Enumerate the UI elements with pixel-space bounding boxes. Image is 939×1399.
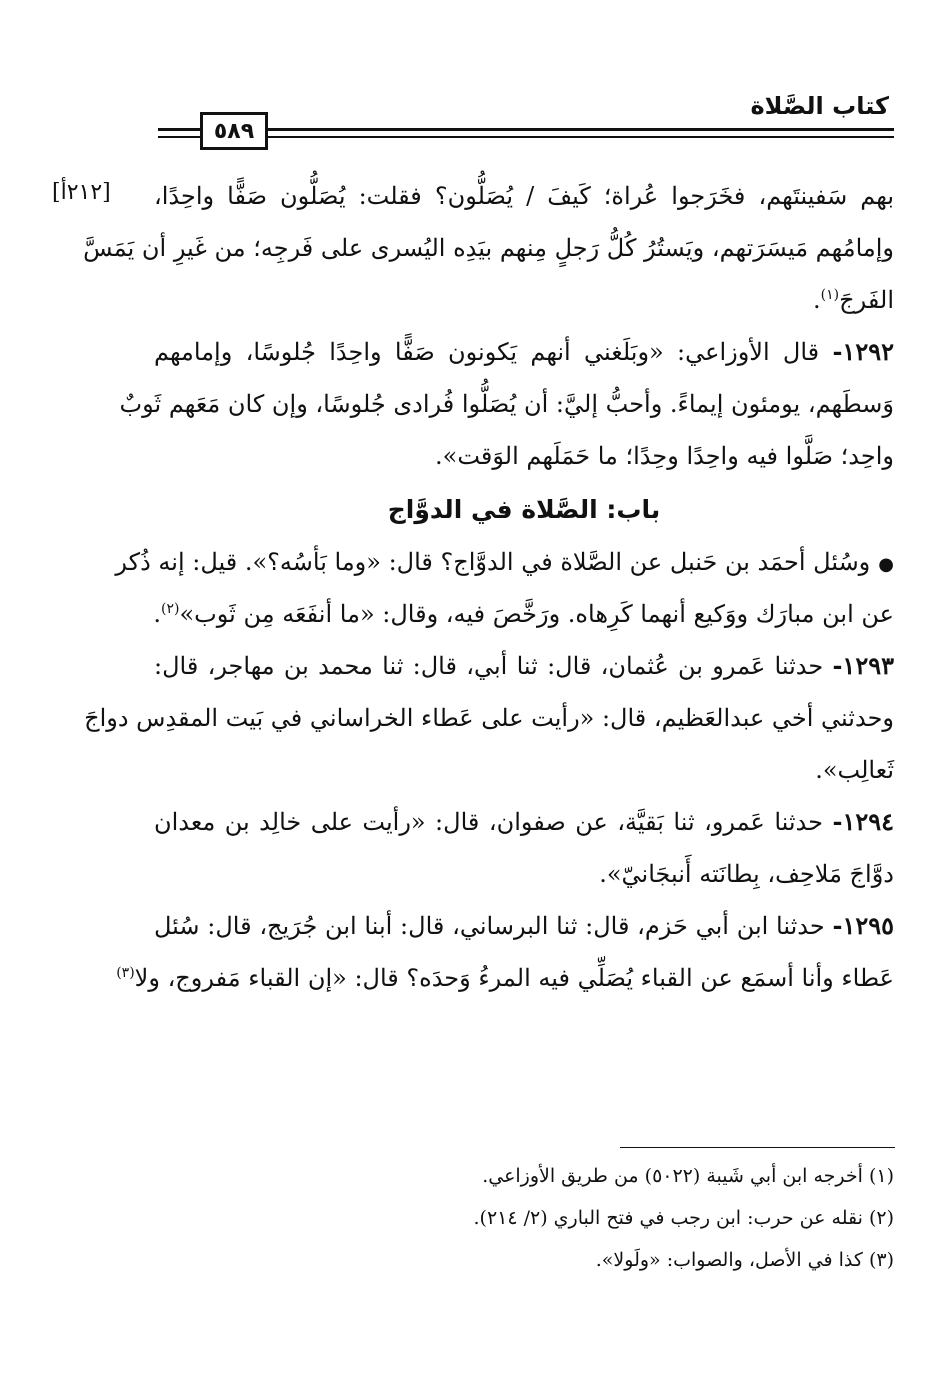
running-head-title: كتاب الصَّلاة bbox=[750, 92, 889, 120]
entry-number: ١٢٩٢- bbox=[832, 337, 894, 366]
footnotes bbox=[154, 1158, 894, 1284]
footnote-ref: (٢) bbox=[161, 601, 180, 617]
text-line: ثَعالِب». bbox=[815, 756, 894, 784]
footnote: (٣) كذا في الأصل، والصواب: «ولَولا». bbox=[595, 1249, 894, 1271]
text-line: وإمامُهم مَيسَرَتهم، ويَستُرُ كُلُّ رَجلٍ مِنهم بيَدِه اليُسرى على فَرجِه؛ من غَيرِ أن يَمَسَّ bbox=[83, 234, 894, 262]
text-line: واحِد؛ صَلَّوا فيه واحِدًا وحِدًا؛ ما حَمَلَهم الوَقت». bbox=[435, 442, 894, 470]
text-line: وحدثني أخي عبدالعَظيم، قال: «رأيت على عَطاء الخراساني في بَيت المقدِس دواجَ bbox=[84, 704, 894, 732]
bullet-icon: ● bbox=[878, 554, 894, 575]
entry-1292: ١٢٩٢- قال الأوزاعي: «وبَلَغني أنهم يَكونون صَفًّا واحِدًا جُلوسًا، وإمامهم bbox=[154, 337, 894, 366]
entry-1295: ١٢٩٥- حدثنا ابن أبي حَزم، قال: ثنا البرساني، قال: أبنا ابن جُرَيج، قال: سُئل bbox=[154, 911, 894, 940]
footnote: (٢) نقله عن حرب: ابن رجب في فتح الباري (٢/ ٢١٤). bbox=[473, 1207, 894, 1229]
footnote-ref: (١) bbox=[820, 287, 840, 303]
text-line: بهم سَفينتَهم، فخَرَجوا عُراة؛ كَيفَ / يُصَلُّون؟ فقلت: يُصَلُّون صَفًّا واحِدًا، bbox=[154, 182, 894, 210]
text-line: ●وسُئل أحمَد بن حَنبل عن الصَّلاة في الدوَّاج؟ قال: «وما بَأسُه؟». قيل: إنه ذُكر bbox=[115, 548, 894, 576]
text-line: دوَّاجَ مَلاحِف، بِطانَته أَنبجَانيّ». bbox=[599, 860, 894, 888]
entry-number: ١٢٩٣- bbox=[832, 651, 894, 680]
footnote-separator bbox=[620, 1147, 895, 1148]
entry-number: ١٢٩٤- bbox=[832, 807, 894, 836]
margin-folio-marker: [٢١٢أ] bbox=[52, 180, 111, 205]
text-line: عن ابن مبارَك ووَكيع أنهما كَرِهاه. ورَخَّصَ فيه، وقال: «ما أنفَعَه مِن ثَوب»$^{(٢)}$. bbox=[153, 600, 894, 628]
main-text bbox=[83, 174, 894, 1008]
chapter-heading: باب: الصَّلاة في الدوَّاج bbox=[387, 495, 661, 524]
entry-1293: ١٢٩٣- حدثنا عَمرو بن عُثمان، قال: ثنا أبي، قال: ثنا محمد بن مهاجر، قال: bbox=[154, 651, 894, 680]
footnote: (١) أخرجه ابن أبي شَيبة (٥٠٢٢) من طريق الأوزاعي. bbox=[482, 1165, 894, 1187]
page-number: ٥٨٩ bbox=[200, 112, 268, 150]
text-line: الفَرجَ$^{(١)}$. bbox=[813, 286, 894, 314]
footnote-ref: (٣) bbox=[116, 965, 135, 981]
header-rule-thin bbox=[158, 136, 894, 138]
text-line: عَطاء وأنا أسمَع عن القباء يُصَلِّي فيه المرءُ وَحدَه؟ قال: «إن القباء مَفروج، ولا$^{(٣)}$ bbox=[116, 964, 894, 992]
entry-number: ١٢٩٥- bbox=[832, 911, 894, 940]
text-line: وَسطَهم، يومئون إيماءً. وأحبُّ إليَّ: أن يُصَلُّوا فُرادى جُلوسًا، وإن كان مَعَهم ثَوبٌ bbox=[119, 390, 894, 418]
header-rule bbox=[158, 128, 894, 131]
entry-1294: ١٢٩٤- حدثنا عَمرو، ثنا بَقيَّة، عن صفوان، قال: «رأيت على خالِد بن معدان bbox=[154, 807, 894, 836]
